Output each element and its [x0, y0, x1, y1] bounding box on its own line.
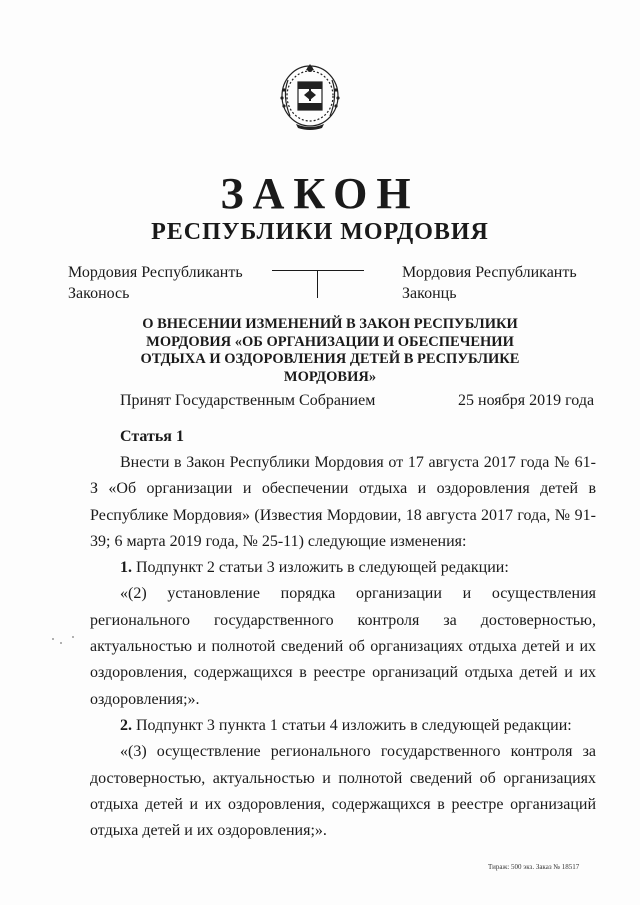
scan-speck	[52, 638, 54, 640]
scan-speck	[72, 636, 74, 638]
item-2	[90, 713, 596, 739]
adopted-date: 25 ноября 2019 года	[458, 392, 595, 409]
scan-speck	[60, 642, 62, 644]
article-intro: Внести в Закон Республики Мордовия от 17 августа 2017 года № 61-З «Об организации и обеспечении отдыха и оздоровления детей в Республике Мордовия» (Известия Мордовии, 18 августа 2017 года, № 91-39; 6 марта 2019 года, № 25-11) следующие изменения:	[90, 454, 596, 550]
document-subtitle: РЕСПУБЛИКИ МОРДОВИЯ	[151, 219, 489, 245]
item-2-quote: «(3) осуществление регионального государственного контроля за достоверностью, актуальностью и полнотой сведений об организациях отдыха детей и их оздоровления, содержащихся в реестре организаций отдыха детей и их оздоровления;».	[90, 743, 596, 840]
document-title: ЗАКОН	[220, 169, 420, 218]
coat-of-arms-icon	[272, 60, 348, 132]
item-1-text: Подпункт 2 статьи 3 изложить в следующей редакции:	[136, 559, 509, 577]
title-divider-horizontal	[272, 270, 364, 271]
erzya-title-block	[402, 262, 577, 304]
adopted-by: Принят Государственным Собранием	[120, 392, 376, 409]
print-info: Тираж: 500 экз. Заказ № 18517	[488, 863, 580, 871]
moksha-title-line1: Мордовия Республиканть	[68, 264, 243, 281]
article-heading: Статья 1	[120, 428, 184, 445]
moksha-title-block	[68, 262, 243, 304]
item-2-number: 2.	[120, 716, 132, 734]
moksha-title-line2: Законось	[68, 285, 130, 302]
law-name: О ВНЕСЕНИИ ИЗМЕНЕНИЙ В ЗАКОН РЕСПУБЛИКИ МОРДОВИЯ «ОБ ОРГАНИЗАЦИИ И ОБЕСПЕЧЕНИИ ОТДЫХА И ОЗДОРОВЛЕНИЯ ДЕТЕЙ В РЕСПУБЛИКЕ МОРДОВИЯ»	[140, 316, 520, 385]
erzya-title-line2: Законць	[402, 285, 457, 302]
item-2-text: Подпункт 3 пункта 1 статьи 4 изложить в следующей редакции:	[136, 716, 572, 734]
title-divider-vertical	[317, 270, 318, 298]
item-1-number: 1.	[120, 559, 132, 577]
item-1-quote: «(2) установление порядка организации и осуществления регионального государственного контроля за достоверностью, актуальностью и полнотой сведений об организациях отдыха детей и их оздоровления, содержащихся в реестре организаций отдыха детей и их оздоровления;».	[90, 585, 596, 708]
article-body	[90, 450, 596, 844]
item-1	[90, 555, 596, 581]
erzya-title-line1: Мордовия Республиканть	[402, 264, 577, 281]
